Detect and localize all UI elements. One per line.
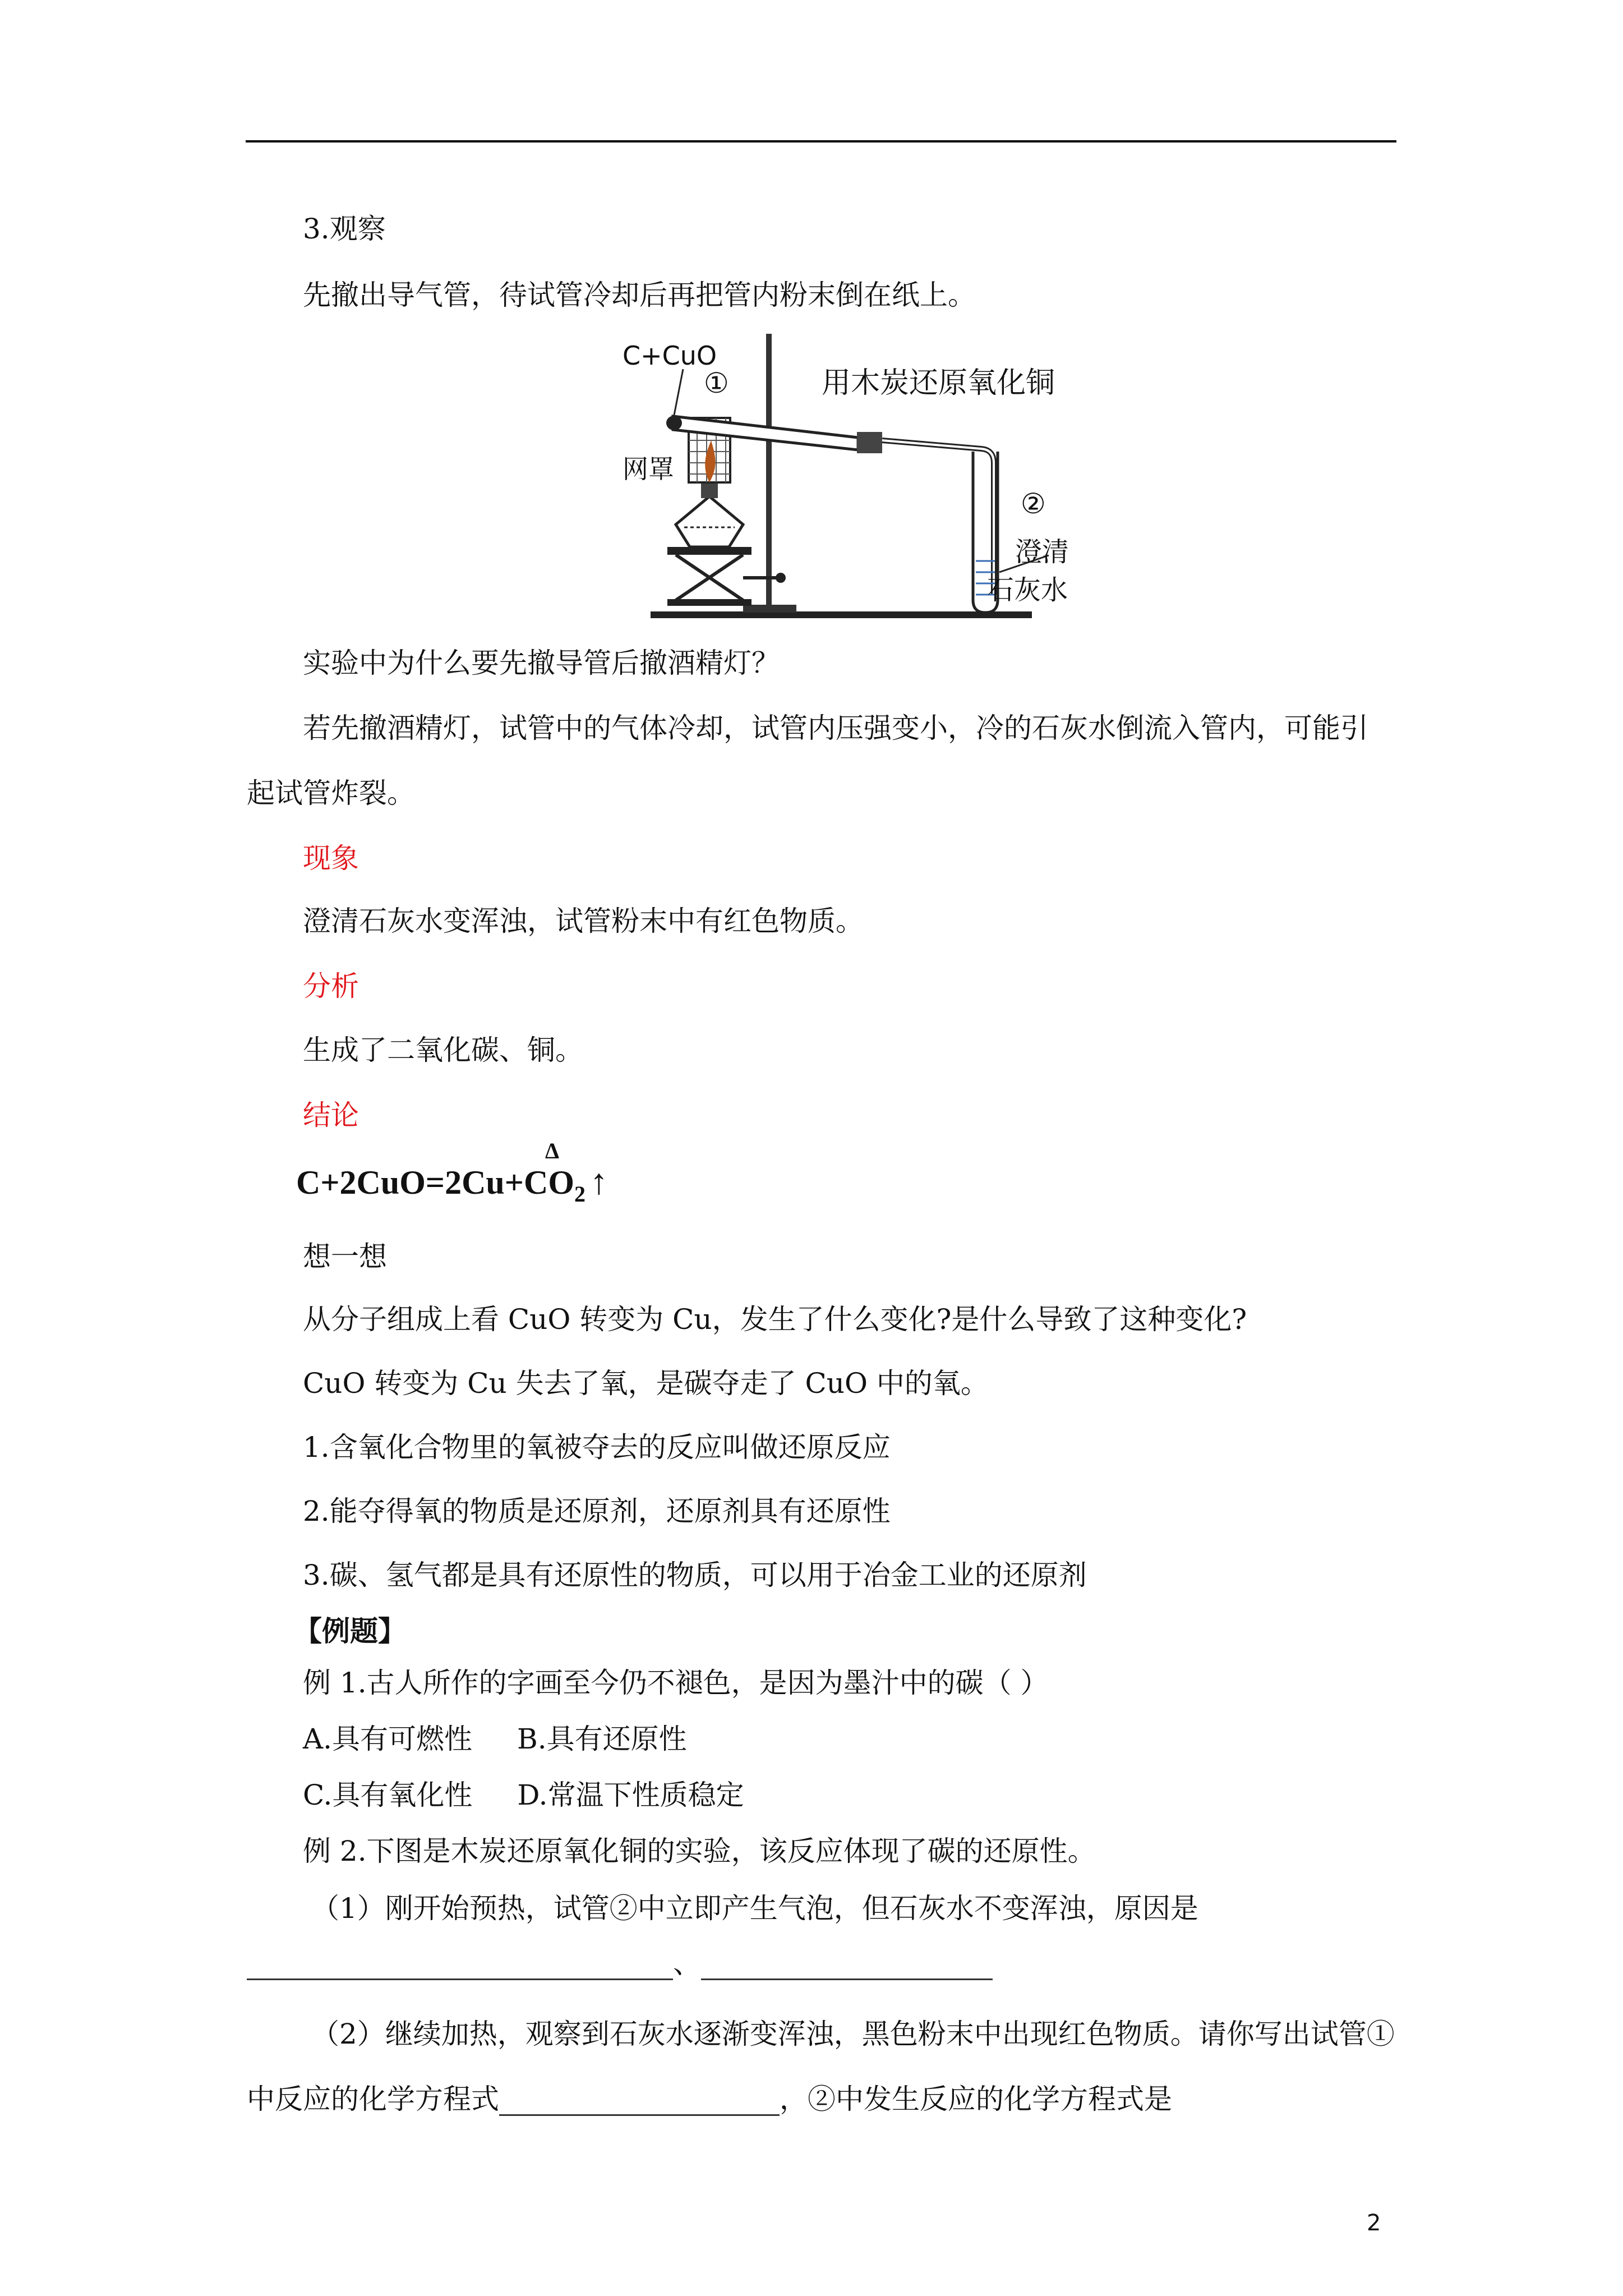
eq-condition: Δ bbox=[545, 1138, 560, 1163]
point-2: 2.能夺得氧的物质是还原剂，还原剂具有还原性 bbox=[303, 1495, 891, 1527]
eq-arrow: ↑ bbox=[589, 1162, 608, 1202]
label-gauze: 网罩 bbox=[623, 454, 674, 484]
header-rule bbox=[246, 140, 1396, 142]
point-1: 1.含氧化合物里的氧被夺去的反应叫做还原反应 bbox=[303, 1431, 891, 1464]
option-c: C.具有氧化性 bbox=[303, 1779, 473, 1811]
heading-conclusion: 结论 bbox=[303, 1099, 359, 1131]
stand-foot bbox=[743, 605, 796, 613]
section3-text: 先撤出导气管，待试管冷却后再把管内粉末倒在纸上。 bbox=[303, 279, 976, 311]
heading-phenomenon: 现象 bbox=[303, 842, 359, 875]
eq-right: 2Cu+CO bbox=[445, 1164, 574, 1201]
example-2-q2-line1: （2）继续加热，观察到石灰水逐渐变浑浊，黑色粉末中出现红色物质。请你写出试管① bbox=[311, 2018, 1395, 2050]
bench-base bbox=[651, 611, 1032, 618]
question: 实验中为什么要先撤导管后撤酒精灯？ bbox=[303, 647, 780, 679]
label-tube1: ① bbox=[704, 367, 729, 399]
label-tube2: ② bbox=[1021, 487, 1046, 520]
label-reactants: C+CuO bbox=[623, 341, 717, 371]
chemical-equation bbox=[296, 1138, 608, 1207]
example-2-q1: （1）刚开始预热，试管②中立即产生气泡，但石灰水不变浑浊，原因是 bbox=[311, 1892, 1198, 1925]
think-title: 想一想 bbox=[303, 1240, 387, 1273]
answer-line1: 若先撤酒精灯，试管中的气体冷却，试管内压强变小，冷的石灰水倒流入管内，可能引 bbox=[303, 712, 1368, 744]
eq-left: C+2CuO bbox=[296, 1164, 426, 1201]
lamp-neck bbox=[701, 482, 718, 498]
stopper bbox=[857, 432, 882, 453]
option-b: B.具有还原性 bbox=[517, 1723, 687, 1755]
example-1-options-cd bbox=[303, 1778, 744, 1812]
page-number: 2 bbox=[1367, 2210, 1381, 2236]
alcohol-lamp bbox=[676, 496, 743, 547]
answer-blank-2[interactable] bbox=[701, 1949, 993, 1980]
example-1: 例 1.古人所作的字画至今仍不褪色，是因为墨汁中的碳（ ） bbox=[303, 1667, 1049, 1699]
examples-heading: 【例题】 bbox=[294, 1614, 406, 1648]
eq-subscript: 2 bbox=[574, 1181, 585, 1207]
answer-blank-1[interactable] bbox=[247, 1949, 673, 1980]
q2-text-a: 中反应的化学方程式 bbox=[247, 2083, 499, 2115]
answer-blank-3[interactable] bbox=[499, 2085, 780, 2116]
label-lime-2: 石灰水 bbox=[987, 574, 1068, 606]
think-question: 从分子组成上看 CuO 转变为 Cu，发生了什么变化?是什么导致了这种变化? bbox=[303, 1303, 1247, 1336]
option-a: A.具有可燃性 bbox=[303, 1723, 473, 1755]
text-phenomenon: 澄清石灰水变浑浊，试管粉末中有红色物质。 bbox=[303, 905, 864, 937]
q2-text-b: ，②中发生反应的化学方程式是 bbox=[780, 2083, 1172, 2115]
stand-rod bbox=[766, 334, 772, 611]
eq-equals: = bbox=[425, 1164, 445, 1201]
point-3: 3.碳、氢气都是具有还原性的物质，可以用于冶金工业的还原剂 bbox=[303, 1559, 1087, 1591]
blank-separator: 、 bbox=[673, 1947, 701, 1980]
section3-title: 3.观察 bbox=[303, 213, 386, 245]
apparatus-diagram bbox=[623, 325, 1127, 628]
example-2-q1-blanks bbox=[247, 1947, 993, 1980]
example-1-options-ab bbox=[303, 1722, 687, 1756]
experiment-figure bbox=[623, 325, 1127, 628]
jack-bottom bbox=[667, 599, 751, 606]
think-answer: CuO 转变为 Cu 失去了氧，是碳夺走了 CuO 中的氧。 bbox=[303, 1367, 989, 1400]
text-analysis: 生成了二氧化碳、铜。 bbox=[303, 1034, 583, 1066]
option-d: D.常温下性质稳定 bbox=[517, 1779, 744, 1811]
label-title: 用木炭还原氧化铜 bbox=[822, 366, 1055, 400]
example-2-q2-line2 bbox=[247, 2082, 1172, 2116]
heading-analysis: 分析 bbox=[303, 970, 359, 1002]
label-lime-1: 澄清 bbox=[1015, 536, 1069, 568]
example-2: 例 2.下图是木炭还原氧化铜的实验，该反应体现了碳的还原性。 bbox=[303, 1835, 1096, 1867]
answer-line2: 起试管炸裂。 bbox=[247, 777, 415, 809]
